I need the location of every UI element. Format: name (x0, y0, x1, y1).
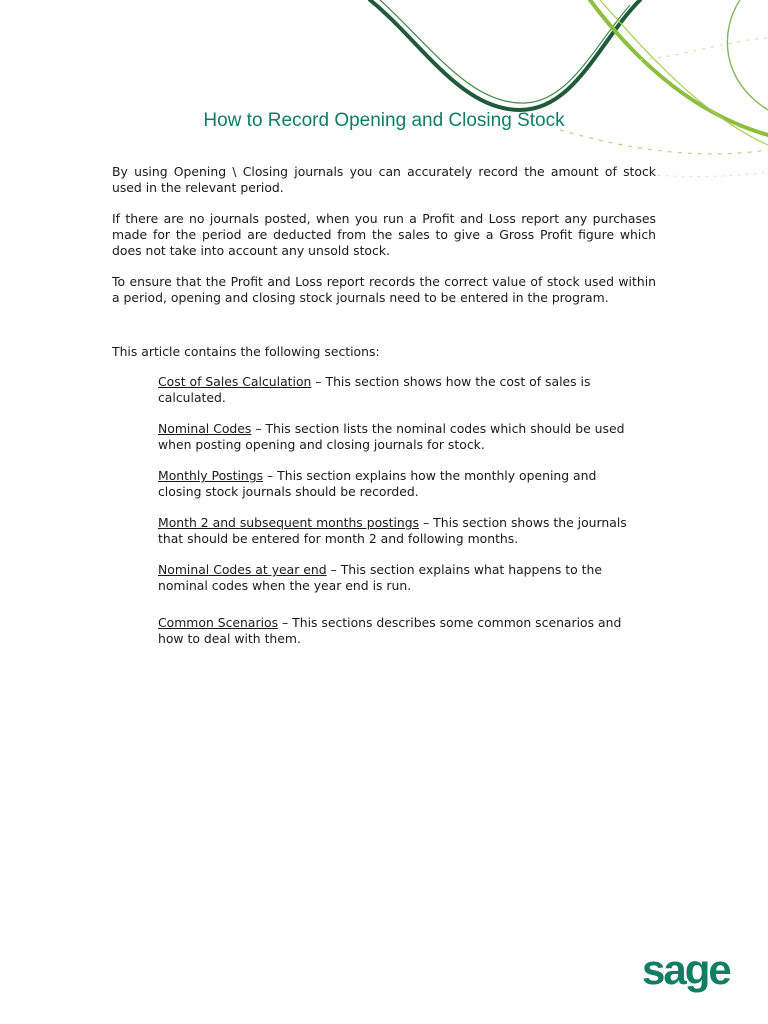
list-item (158, 374, 638, 406)
link-nominal-codes-year-end[interactable]: Nominal Codes at year end (158, 562, 327, 577)
sections-intro: This article contains the following sections: (112, 344, 380, 359)
section-description: – This section lists the nominal codes which should be used when posting opening and closing journals for stock. (158, 421, 625, 452)
section-description: – This sections describes some common scenarios and how to deal with them. (158, 615, 622, 646)
section-description: – This section shows the journals that should be entered for month 2 and following months. (158, 515, 627, 546)
page-title: How to Record Opening and Closing Stock (203, 110, 565, 131)
section-description: – This section explains what happens to the nominal codes when the year end is run. (158, 562, 602, 593)
list-item (158, 562, 638, 594)
link-cost-of-sales-calculation[interactable]: Cost of Sales Calculation (158, 374, 312, 389)
intro-paragraph-1: By using Opening \ Closing journals you can accurately record the amount of stock used in the relevant period. (112, 164, 656, 195)
list-item (158, 515, 638, 547)
intro-paragraph-2: If there are no journals posted, when you run a Profit and Loss report any purchases made for the period are deducted from the sales to give a Gross Profit figure which does not take into account any unsold stock. (112, 211, 656, 258)
link-monthly-postings[interactable]: Monthly Postings (158, 468, 264, 483)
list-item (158, 468, 638, 500)
article-body (112, 164, 656, 662)
sections-list (112, 374, 638, 647)
intro-paragraph-3: To ensure that the Profit and Loss report records the correct value of stock used within a period, opening and closing stock journals need to be entered in the program. (112, 274, 656, 305)
link-common-scenarios[interactable]: Common Scenarios (158, 615, 279, 630)
section-description: – This section shows how the cost of sales is calculated. (158, 374, 591, 405)
link-nominal-codes[interactable]: Nominal Codes (158, 421, 252, 436)
list-item (158, 615, 638, 647)
link-month-2-postings[interactable]: Month 2 and subsequent months postings (158, 515, 420, 530)
list-item (158, 421, 638, 453)
logo-wordmark: sage (642, 950, 730, 993)
sage-logo (640, 950, 752, 1008)
section-description: – This section explains how the monthly opening and closing stock journals should be recorded. (158, 468, 597, 499)
